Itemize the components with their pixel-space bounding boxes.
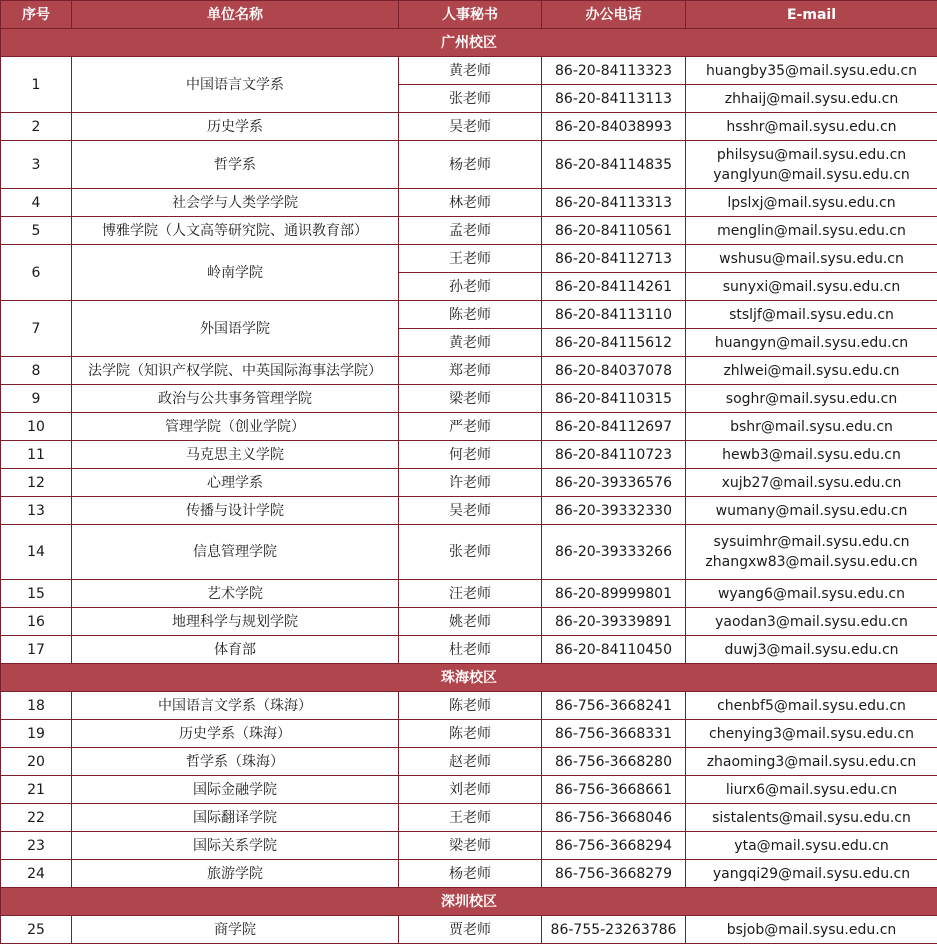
- email-cell: [686, 580, 937, 608]
- unit-name: 法学院（知识产权学院、中英国际海事法学院）: [72, 357, 399, 385]
- unit-number: 14: [1, 525, 72, 580]
- email-address[interactable]: yaodan3@mail.sysu.edu.cn: [715, 613, 908, 630]
- email-address[interactable]: soghr@mail.sysu.edu.cn: [725, 390, 898, 407]
- table-row: [1, 413, 937, 441]
- email-address[interactable]: bsjob@mail.sysu.edu.cn: [726, 921, 897, 938]
- secretary-name: 刘老师: [399, 776, 542, 804]
- email-address[interactable]: zhhaij@mail.sysu.edu.cn: [724, 90, 899, 107]
- unit-name: 商学院: [72, 916, 399, 944]
- email-cell: [686, 860, 937, 888]
- office-phone: 86-20-39339891: [542, 608, 686, 636]
- email-address[interactable]: liurx6@mail.sysu.edu.cn: [725, 781, 898, 798]
- secretary-name: 梁老师: [399, 385, 542, 413]
- secretary-name: 赵老师: [399, 748, 542, 776]
- unit-number: 7: [1, 301, 72, 357]
- office-phone: 86-756-3668294: [542, 832, 686, 860]
- table-row: [1, 385, 937, 413]
- unit-name: 国际翻译学院: [72, 804, 399, 832]
- unit-name: 社会学与人类学学院: [72, 189, 399, 217]
- table-row: [1, 916, 937, 944]
- email-address[interactable]: sistalents@mail.sysu.edu.cn: [712, 809, 911, 826]
- email-cell: [686, 141, 937, 189]
- table-body: [1, 29, 937, 944]
- secretary-name: 王老师: [399, 245, 542, 273]
- email-address[interactable]: yta@mail.sysu.edu.cn: [734, 837, 889, 854]
- unit-number: 9: [1, 385, 72, 413]
- email-address[interactable]: zhaoming3@mail.sysu.edu.cn: [706, 753, 917, 770]
- table-row: [1, 608, 937, 636]
- office-phone: 86-20-84113313: [542, 189, 686, 217]
- secretary-name: 许老师: [399, 469, 542, 497]
- email-address[interactable]: wyang6@mail.sysu.edu.cn: [717, 585, 906, 602]
- section-title: 深圳校区: [1, 888, 937, 916]
- email-address[interactable]: yanglyun@mail.sysu.edu.cn: [713, 166, 910, 183]
- office-phone: 86-20-84113323: [542, 57, 686, 85]
- unit-number: 4: [1, 189, 72, 217]
- secretary-name: 陈老师: [399, 720, 542, 748]
- office-phone: 86-756-3668331: [542, 720, 686, 748]
- secretary-name: 杨老师: [399, 860, 542, 888]
- secretary-name: 张老师: [399, 525, 542, 580]
- unit-number: 11: [1, 441, 72, 469]
- unit-number: 21: [1, 776, 72, 804]
- email-address[interactable]: chenbf5@mail.sysu.edu.cn: [717, 697, 906, 714]
- table-row: [1, 860, 937, 888]
- email-cell: [686, 85, 937, 113]
- email-cell: [686, 720, 937, 748]
- unit-number: 19: [1, 720, 72, 748]
- unit-name: 国际金融学院: [72, 776, 399, 804]
- unit-name: 历史学系（珠海）: [72, 720, 399, 748]
- unit-number: 22: [1, 804, 72, 832]
- unit-name: 地理科学与规划学院: [72, 608, 399, 636]
- table-row: [1, 301, 937, 329]
- table-row: [1, 804, 937, 832]
- office-phone: 86-756-3668280: [542, 748, 686, 776]
- email-cell: [686, 385, 937, 413]
- unit-number: 16: [1, 608, 72, 636]
- office-phone: 86-20-89999801: [542, 580, 686, 608]
- secretary-name: 吴老师: [399, 113, 542, 141]
- header-secretary: 人事秘书: [399, 1, 542, 29]
- email-address[interactable]: zhangxw83@mail.sysu.edu.cn: [705, 554, 918, 570]
- secretary-name: 王老师: [399, 804, 542, 832]
- unit-name: 政治与公共事务管理学院: [72, 385, 399, 413]
- section-row: [1, 664, 937, 692]
- section-title: 珠海校区: [1, 664, 937, 692]
- office-phone: 86-20-39333266: [542, 525, 686, 580]
- email-address[interactable]: duwj3@mail.sysu.edu.cn: [724, 641, 899, 658]
- unit-name: 哲学系: [72, 141, 399, 189]
- email-address[interactable]: hsshr@mail.sysu.edu.cn: [726, 118, 897, 135]
- table-row: [1, 245, 937, 273]
- office-phone: 86-20-84110561: [542, 217, 686, 245]
- header-unit: 单位名称: [72, 1, 399, 29]
- email-cell: [686, 57, 937, 85]
- office-phone: 86-20-84110450: [542, 636, 686, 664]
- unit-number: 17: [1, 636, 72, 664]
- email-address[interactable]: xujb27@mail.sysu.edu.cn: [721, 474, 902, 491]
- unit-number: 20: [1, 748, 72, 776]
- email-cell: [686, 329, 937, 357]
- email-cell: [686, 804, 937, 832]
- secretary-name: 孙老师: [399, 273, 542, 301]
- secretary-name: 何老师: [399, 441, 542, 469]
- secretary-name: 陈老师: [399, 692, 542, 720]
- unit-name: 艺术学院: [72, 580, 399, 608]
- email-cell: [686, 245, 937, 273]
- email-cell: [686, 413, 937, 441]
- unit-number: 23: [1, 832, 72, 860]
- email-address[interactable]: chenying3@mail.sysu.edu.cn: [709, 725, 914, 742]
- email-address[interactable]: wshusu@mail.sysu.edu.cn: [719, 250, 904, 267]
- office-phone: 86-20-84113110: [542, 301, 686, 329]
- office-phone: 86-20-84112697: [542, 413, 686, 441]
- email-cell: [686, 273, 937, 301]
- unit-number: 15: [1, 580, 72, 608]
- email-cell: [686, 217, 937, 245]
- office-phone: 86-756-3668046: [542, 804, 686, 832]
- office-phone: 86-20-84115612: [542, 329, 686, 357]
- email-cell: [686, 441, 937, 469]
- email-cell: [686, 916, 937, 944]
- unit-name: 中国语言文学系: [72, 57, 399, 113]
- email-address[interactable]: hewb3@mail.sysu.edu.cn: [722, 446, 901, 463]
- table-row: [1, 748, 937, 776]
- secretary-name: 张老师: [399, 85, 542, 113]
- unit-number: 12: [1, 469, 72, 497]
- office-phone: 86-20-84038993: [542, 113, 686, 141]
- unit-number: 6: [1, 245, 72, 301]
- office-phone: 86-20-84037078: [542, 357, 686, 385]
- unit-name: 传播与设计学院: [72, 497, 399, 525]
- office-phone: 86-756-3668241: [542, 692, 686, 720]
- table-row: [1, 357, 937, 385]
- office-phone: 86-20-84110315: [542, 385, 686, 413]
- email-cell: [686, 301, 937, 329]
- email-cell: [686, 832, 937, 860]
- secretary-name: 贾老师: [399, 916, 542, 944]
- office-phone: 86-20-84113113: [542, 85, 686, 113]
- unit-name: 旅游学院: [72, 860, 399, 888]
- email-cell: [686, 113, 937, 141]
- secretary-name: 姚老师: [399, 608, 542, 636]
- office-phone: 86-20-39332330: [542, 497, 686, 525]
- table-row: [1, 469, 937, 497]
- unit-name: 信息管理学院: [72, 525, 399, 580]
- table-row: [1, 580, 937, 608]
- secretary-name: 黄老师: [399, 57, 542, 85]
- unit-name: 岭南学院: [72, 245, 399, 301]
- table-row: [1, 636, 937, 664]
- secretary-name: 杨老师: [399, 141, 542, 189]
- unit-name: 体育部: [72, 636, 399, 664]
- email-address[interactable]: yangqi29@mail.sysu.edu.cn: [712, 865, 911, 882]
- table-row: [1, 441, 937, 469]
- office-phone: 86-20-84112713: [542, 245, 686, 273]
- office-phone: 86-20-84110723: [542, 441, 686, 469]
- header-email: E-mail: [686, 1, 937, 29]
- secretary-name: 严老师: [399, 413, 542, 441]
- secretary-name: 杜老师: [399, 636, 542, 664]
- email-cell: [686, 776, 937, 804]
- table-row: [1, 113, 937, 141]
- secretary-name: 吴老师: [399, 497, 542, 525]
- email-address[interactable]: huangby35@mail.sysu.edu.cn: [705, 62, 918, 79]
- table-row: [1, 141, 937, 189]
- email-cell: [686, 748, 937, 776]
- unit-name: 马克思主义学院: [72, 441, 399, 469]
- secretary-name: 梁老师: [399, 832, 542, 860]
- email-cell: [686, 636, 937, 664]
- office-phone: 86-755-23263786: [542, 916, 686, 944]
- office-phone: 86-20-84114261: [542, 273, 686, 301]
- office-phone: 86-756-3668661: [542, 776, 686, 804]
- table-row: [1, 525, 937, 580]
- unit-number: 8: [1, 357, 72, 385]
- unit-number: 10: [1, 413, 72, 441]
- secretary-name: 林老师: [399, 189, 542, 217]
- header-no: 序号: [1, 1, 72, 29]
- table-row: [1, 720, 937, 748]
- header-row: [1, 1, 937, 29]
- secretary-name: 黄老师: [399, 329, 542, 357]
- unit-name: 国际关系学院: [72, 832, 399, 860]
- unit-number: 18: [1, 692, 72, 720]
- table-row: [1, 189, 937, 217]
- unit-name: 外国语学院: [72, 301, 399, 357]
- table-row: [1, 497, 937, 525]
- secretary-name: 陈老师: [399, 301, 542, 329]
- email-address[interactable]: lpslxj@mail.sysu.edu.cn: [727, 194, 896, 211]
- unit-name: 博雅学院（人文高等研究院、通识教育部）: [72, 217, 399, 245]
- secretary-name: 孟老师: [399, 217, 542, 245]
- unit-number: 1: [1, 57, 72, 113]
- email-address[interactable]: wumany@mail.sysu.edu.cn: [715, 502, 908, 519]
- email-cell: [686, 692, 937, 720]
- office-phone: 86-20-39336576: [542, 469, 686, 497]
- email-cell: [686, 608, 937, 636]
- unit-name: 管理学院（创业学院）: [72, 413, 399, 441]
- email-address[interactable]: philsysu@mail.sysu.edu.cn: [716, 146, 907, 163]
- header-phone: 办公电话: [542, 1, 686, 29]
- email-address[interactable]: bshr@mail.sysu.edu.cn: [730, 418, 893, 435]
- table-row: [1, 57, 937, 85]
- unit-name: 历史学系: [72, 113, 399, 141]
- email-cell: [686, 189, 937, 217]
- table-row: [1, 776, 937, 804]
- section-row: [1, 888, 937, 916]
- office-phone: 86-756-3668279: [542, 860, 686, 888]
- email-address[interactable]: stsljf@mail.sysu.edu.cn: [729, 306, 894, 323]
- unit-number: 2: [1, 113, 72, 141]
- unit-name: 心理学系: [72, 469, 399, 497]
- unit-number: 13: [1, 497, 72, 525]
- unit-number: 3: [1, 141, 72, 189]
- unit-number: 24: [1, 860, 72, 888]
- table-row: [1, 832, 937, 860]
- email-address[interactable]: huangyn@mail.sysu.edu.cn: [714, 334, 909, 351]
- email-address[interactable]: sunyxi@mail.sysu.edu.cn: [722, 278, 901, 295]
- email-cell: [686, 357, 937, 385]
- secretary-name: 汪老师: [399, 580, 542, 608]
- table-row: [1, 692, 937, 720]
- unit-number: 25: [1, 916, 72, 944]
- email-cell: [686, 497, 937, 525]
- email-address[interactable]: menglin@mail.sysu.edu.cn: [717, 222, 906, 239]
- section-title: 广州校区: [1, 29, 937, 57]
- unit-name: 中国语言文学系（珠海）: [72, 692, 399, 720]
- office-phone: 86-20-84114835: [542, 141, 686, 189]
- secretary-name: 郑老师: [399, 357, 542, 385]
- unit-number: 5: [1, 217, 72, 245]
- email-address[interactable]: sysuimhr@mail.sysu.edu.cn: [713, 534, 910, 550]
- email-cell: [686, 469, 937, 497]
- unit-name: 哲学系（珠海）: [72, 748, 399, 776]
- table-row: [1, 217, 937, 245]
- section-row: [1, 29, 937, 57]
- email-cell: [686, 525, 937, 580]
- email-address[interactable]: zhlwei@mail.sysu.edu.cn: [723, 362, 900, 379]
